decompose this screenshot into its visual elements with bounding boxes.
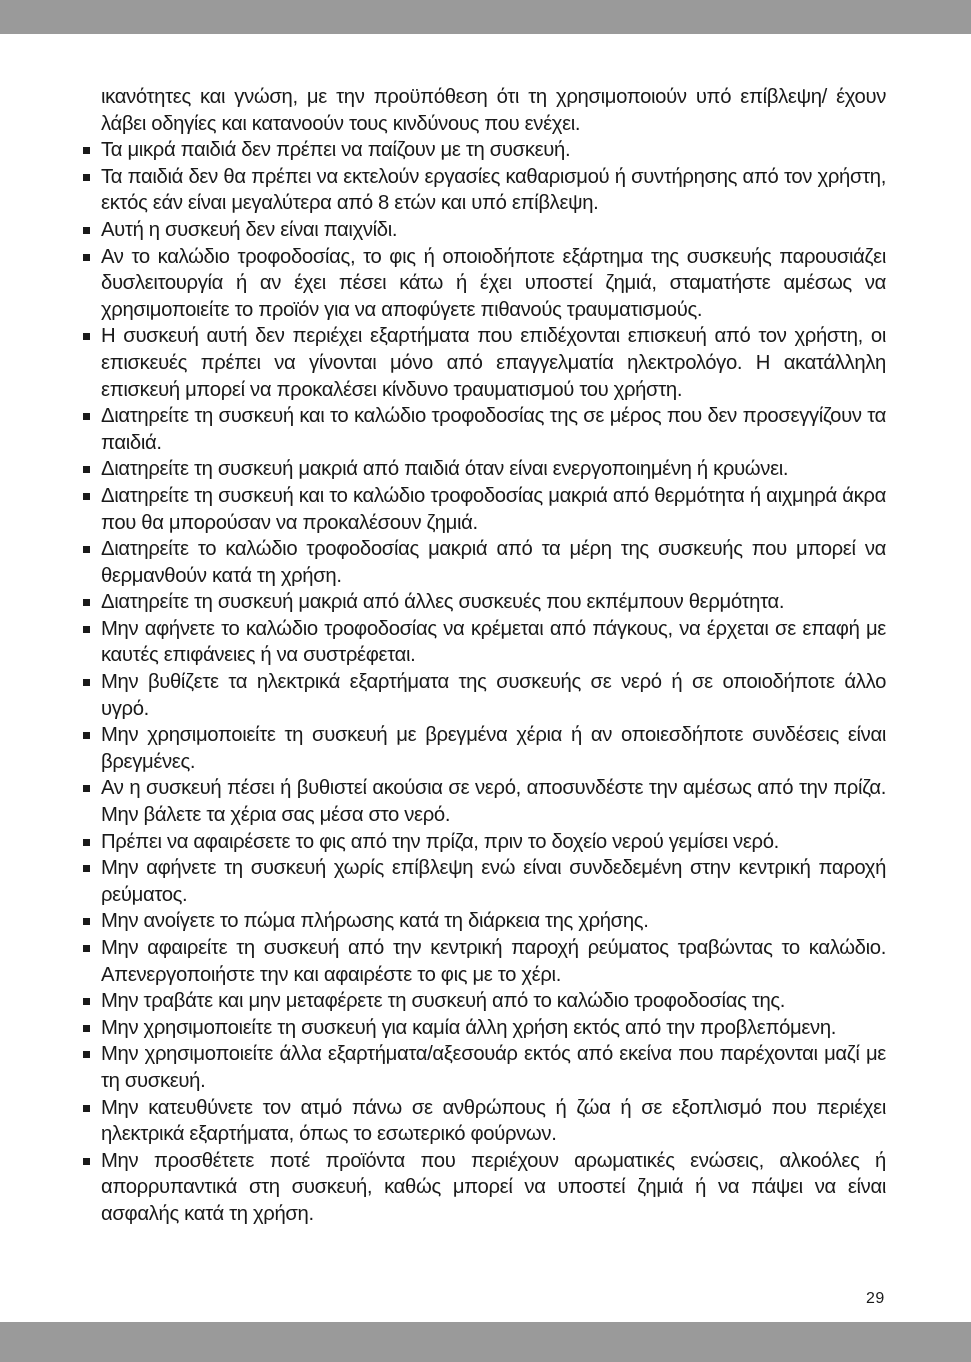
list-item-text: Μην τραβάτε και μην μεταφέρετε τη συσκευή από το καλώδιο τροφοδοσίας της.	[101, 990, 786, 1013]
bullet-square-icon	[83, 1105, 90, 1112]
list-item-text: Αν η συσκευή πέσει ή βυθιστεί ακούσια σε νερό, αποσυνδέστε την αμέσως από την πρίζα. Μην βάλετε τα χέρια σας μέσα στο νερό.	[101, 777, 886, 827]
list-item-text: Τα μικρά παιδιά δεν πρέπει να παίζουν με τη συσκευή.	[101, 139, 571, 162]
list-item-text: Διατηρείτε τη συσκευή μακριά από άλλες συσκευές που εκπέμπουν θερμότητα.	[101, 591, 785, 614]
bullet-square-icon	[83, 466, 90, 473]
list-item	[83, 988, 886, 1015]
list-item	[83, 1041, 886, 1094]
list-item-text: Τα παιδιά δεν θα πρέπει να εκτελούν εργασίες καθαρισμού ή συντήρησης από τον χρήστη, εκτός εάν είναι μεγαλύτερα από 8 ετών και υπό επίβλεψη.	[101, 165, 886, 215]
bullet-square-icon	[83, 174, 90, 181]
bullet-square-icon	[83, 918, 90, 925]
intro-paragraph	[83, 84, 886, 137]
list-item	[83, 1015, 886, 1042]
bullet-square-icon	[83, 1158, 90, 1165]
list-item	[83, 456, 886, 483]
list-item	[83, 244, 886, 324]
bullet-square-icon	[83, 945, 90, 952]
list-item-text: Διατηρείτε τη συσκευή και το καλώδιο τροφοδοσίας της σε μέρος που δεν προσεγγίζουν τα παιδιά.	[101, 405, 886, 454]
bullet-square-icon	[83, 227, 90, 234]
list-item-text: Μην αφήνετε τη συσκευή χωρίς επίβλεψη ενώ είναι συνδεδεμένη στην κεντρική παροχή ρεύματος.	[101, 857, 886, 906]
list-item-text: Αν το καλώδιο τροφοδοσίας, το φις ή οποιοδήποτε εξάρτημα της συσκευής παρουσιάζει δυσλειτουργία ή αν έχει πέσει κάτω ή έχει υποστεί ζημιά, σταματήστε αμέσως να χρησιμοποιείτε το προϊόν για να αποφύγετε πιθανούς τραυματισμούς.	[101, 245, 886, 321]
list-item-text: Διατηρείτε το καλώδιο τροφοδοσίας μακριά από τα μέρη της συσκευής που μπορεί να θερμανθούν κατά τη χρήση.	[101, 538, 886, 587]
list-item-text: Μην βυθίζετε τα ηλεκτρικά εξαρτήματα της συσκευής σε νερό ή σε οποιοδήποτε άλλο υγρό.	[101, 671, 886, 720]
list-item-text: Διατηρείτε τη συσκευή μακριά από παιδιά όταν είναι ενεργοποιημένη ή κρυώνει.	[101, 458, 789, 481]
list-item	[83, 137, 886, 164]
list-item	[83, 722, 886, 775]
safety-instructions	[83, 84, 886, 1228]
list-item-text: Μην χρησιμοποιείτε άλλα εξαρτήματα/αξεσουάρ εκτός από εκείνα που παρέχονται μαζί με τη συσκευή.	[101, 1043, 886, 1092]
list-item	[83, 829, 886, 856]
list-item-text: Διατηρείτε τη συσκευή και το καλώδιο τροφοδοσίας μακριά από θερμότητα ή αιχμηρά άκρα που θα μπορούσαν να προκαλέσουν ζημιά.	[101, 484, 886, 534]
list-item	[83, 669, 886, 722]
bullet-square-icon	[83, 333, 90, 340]
list-item	[83, 483, 886, 536]
list-item	[83, 164, 886, 217]
bullet-square-icon	[83, 839, 90, 846]
bullet-square-icon	[83, 254, 90, 261]
list-item-text: Μην αφαιρείτε τη συσκευή από την κεντρική παροχή ρεύματος τραβώντας το καλώδιο. Απενεργοποιήστε την και αφαιρέστε το φις με το χέρι.	[101, 937, 886, 986]
list-item	[83, 323, 886, 403]
bullet-square-icon	[83, 1051, 90, 1058]
list-item	[83, 217, 886, 244]
bullet-square-icon	[83, 785, 90, 792]
list-item-text: Μην χρησιμοποιείτε τη συσκευή για καμία άλλη χρήση εκτός από την προβλεπόμενη.	[101, 1016, 837, 1039]
bullet-square-icon	[83, 493, 90, 500]
footer-band	[0, 1322, 971, 1362]
list-item-text: Μην αφήνετε το καλώδιο τροφοδοσίας να κρέμεται από πάγκους, να έρχεται σε επαφή με καυτές επιφάνειες ή να συστρέφεται.	[101, 617, 886, 667]
list-item	[83, 589, 886, 616]
list-item-text: Η συσκευή αυτή δεν περιέχει εξαρτήματα που επιδέχονται επισκευή από τον χρήστη, οι επισκευές πρέπει να γίνονται μόνο από επαγγελματία ηλεκτρολόγο. Η ακατάλληλη επισκευή μπορεί να προκαλέσει κίνδυνο τραυματισμού του χρήστη.	[101, 325, 886, 401]
bullet-square-icon	[83, 147, 90, 154]
list-item-text: Πρέπει να αφαιρέσετε το φις από την πρίζα, πριν το δοχείο νερού γεμίσει νερό.	[101, 830, 779, 853]
list-item	[83, 935, 886, 988]
bullet-square-icon	[83, 679, 90, 686]
list-item	[83, 908, 886, 935]
list-item	[83, 1095, 886, 1148]
intro-text: ικανότητες και γνώση, με την προϋπόθεση ότι τη χρησιμοποιούν υπό επίβλεψη/ έχουν λάβει οδηγίες και κατανοούν τους κινδύνους που ενέχει.	[101, 86, 886, 135]
list-item	[83, 403, 886, 456]
header-band	[0, 0, 971, 34]
list-item-text: Μην προσθέτετε ποτέ προϊόντα που περιέχουν αρωματικές ενώσεις, αλκοόλες ή απορρυπαντικά στη συσκευή, καθώς μπορεί να υποστεί ζημιά ή να πάψει να είναι ασφαλής κατά τη χρήση.	[101, 1149, 886, 1225]
bullet-square-icon	[83, 626, 90, 633]
list-item-text: Αυτή η συσκευή δεν είναι παιχνίδι.	[101, 218, 398, 241]
bullet-square-icon	[83, 865, 90, 872]
list-item	[83, 855, 886, 908]
bullet-square-icon	[83, 546, 90, 553]
bullet-square-icon	[83, 413, 90, 420]
bullet-square-icon	[83, 732, 90, 739]
bullet-list	[83, 137, 886, 1227]
list-item	[83, 1148, 886, 1228]
list-item-text: Μην χρησιμοποιείτε τη συσκευή με βρεγμένα χέρια ή αν οποιεσδήποτε συνδέσεις είναι βρεγμένες.	[101, 724, 886, 773]
bullet-square-icon	[83, 599, 90, 606]
list-item-text: Μην ανοίγετε το πώμα πλήρωσης κατά τη διάρκεια της χρήσης.	[101, 910, 649, 933]
page-number: 29	[866, 1290, 885, 1307]
list-item	[83, 536, 886, 589]
bullet-square-icon	[83, 1025, 90, 1032]
bullet-square-icon	[83, 998, 90, 1005]
list-item	[83, 775, 886, 828]
list-item-text: Μην κατευθύνετε τον ατμό πάνω σε ανθρώπους ή ζώα ή σε εξοπλισμό που περιέχει ηλεκτρικά εξαρτήματα, όπως το εσωτερικό φούρνων.	[101, 1096, 886, 1146]
list-item	[83, 616, 886, 669]
